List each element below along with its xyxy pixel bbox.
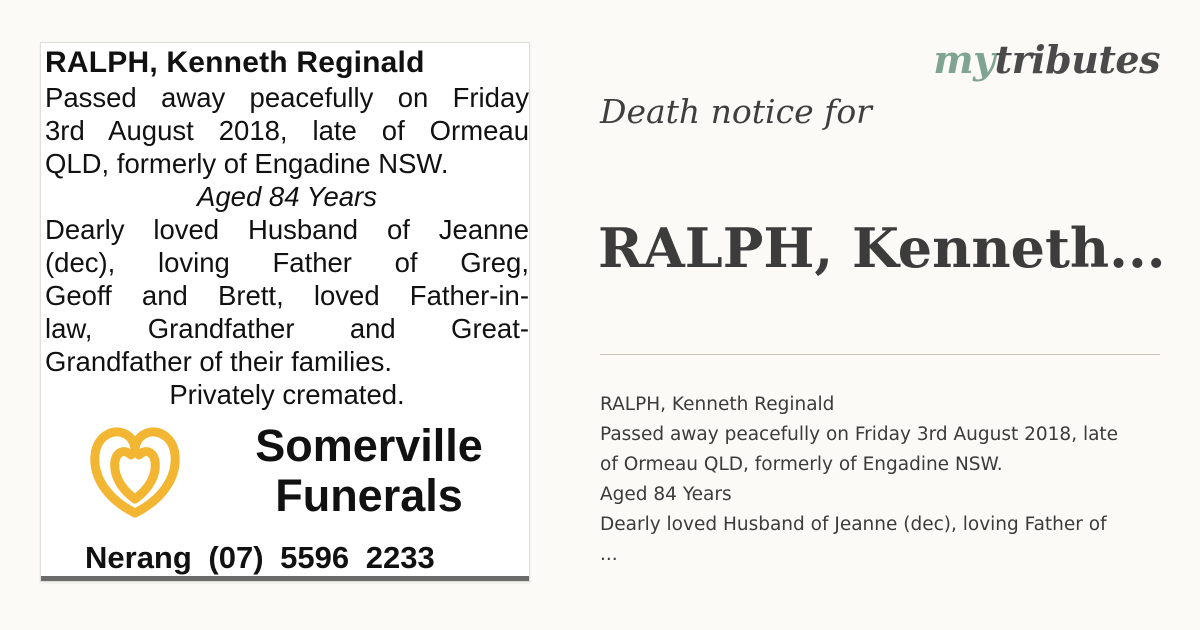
funeral-home-logo-icon <box>87 421 183 521</box>
excerpt-line: Aged 84 Years <box>600 484 732 505</box>
funeral-home-name-line2: Funerals <box>275 470 463 521</box>
page-headline: Death notice for <box>600 92 872 131</box>
clipping-deceased-name: RALPH, Kenneth Reginald <box>45 46 425 79</box>
excerpt-ellipsis: ... <box>600 544 618 565</box>
clipping-cremation-note: Privately cremated. <box>169 379 405 410</box>
deceased-name-title: RALPH, Kenneth... <box>598 216 1166 280</box>
funeral-home-phone: Nerang (07) 5596 2233 <box>85 540 435 575</box>
excerpt-line: RALPH, Kenneth Reginald <box>600 394 835 415</box>
clipping-line: QLD, formerly of Engadine NSW. <box>45 148 449 179</box>
clipping-bottom-rule <box>41 576 529 581</box>
clipping-line: Grandfather of their families. <box>45 346 392 377</box>
funeral-home-name-line1: Somerville <box>255 420 483 471</box>
clipping-line: Geoff and Brett, loved Father-in- <box>45 280 529 311</box>
death-notice-clipping <box>40 42 530 582</box>
clipping-line: Dearly loved Husband of Jeanne <box>45 214 529 245</box>
section-divider <box>600 354 1160 355</box>
clipping-line: Passed away peacefully on Friday <box>45 82 529 113</box>
brand-tributes: tributes <box>994 37 1160 82</box>
excerpt-line: Dearly loved Husband of Jeanne (dec), loving Father of <box>600 514 1107 535</box>
brand-my: my <box>933 37 995 82</box>
notice-excerpt <box>600 390 1160 570</box>
funeral-home-name <box>209 421 529 521</box>
excerpt-line: Passed away peacefully on Friday 3rd August 2018, late <box>600 424 1119 445</box>
clipping-age: Aged 84 Years <box>197 181 377 212</box>
mytributes-logo[interactable] <box>933 38 1160 82</box>
excerpt-line: of Ormeau QLD, formerly of Engadine NSW. <box>600 454 1003 475</box>
clipping-line: 3rd August 2018, late of Ormeau <box>45 115 529 146</box>
clipping-line: law, Grandfather and Great- <box>45 313 529 344</box>
clipping-line: (dec), loving Father of Greg, <box>45 247 529 278</box>
clipping-body <box>45 81 529 411</box>
